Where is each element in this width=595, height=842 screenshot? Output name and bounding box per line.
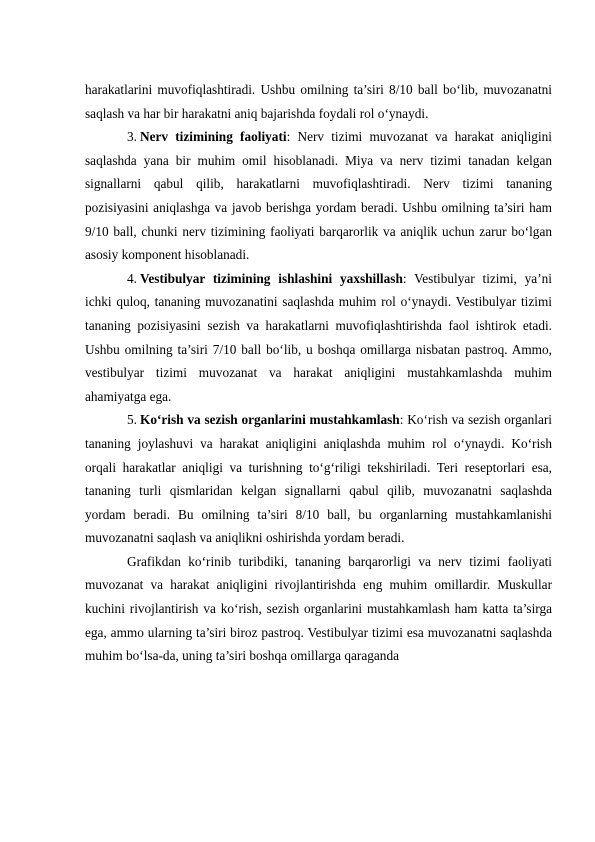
paragraph-text: : Vestibulyar tizimi, ya’ni ichki quloq, tananing muvozanatini saqlashda muhim rol o‘ynaydi. Vestibulyar tizimi tananing pozisiyasini sezish va harakatlarni muvofiqlashtirishda faol ishtirok etadi. Ushbu omilning ta’siri 7/10 ball bo‘lib, u boshqa omillarga nisbatan pastroq. Ammo, vestibulyar tizimi muvozanat va harakat aniqligini mustahkamlashda muhim ahamiyatga ega. — [85, 270, 552, 404]
paragraph-vision-sensory — [85, 408, 552, 550]
paragraph-conclusion — [85, 550, 552, 668]
paragraph-heading: Ko‘rish va sezish organlarini mustahkamlash — [139, 412, 400, 428]
paragraph-text: harakatlarini muvofiqlashtiradi. Ushbu omilning ta’siri 8/10 ball bo‘lib, muvozanatni saqlash va har bir harakatni aniq bajarishda foydali rol o‘ynaydi. — [85, 82, 552, 121]
paragraph-text: : Nerv tizimi muvozanat va harakat aniqligini saqlashda yana bir muhim omil hisoblanadi. Miya va nerv tizimi tanadan kelgan signallarni qabul qilib, harakatlarni muvofiqlashtiradi. Nerv tizimi tananing pozisiyasini aniqlashga va javob berishga yordam beradi. Ushbu omilning ta’siri ham 9/10 ball, chunki nerv tizimining faoliyati barqarorlik va aniqlik uchun zarur bo‘lgan asosiy komponent hisoblanadi. — [85, 129, 552, 263]
paragraph-text: : Ko‘rish va sezish organlari tananing joylashuvi va harakat aniqligini aniqlashda muhim rol o‘ynaydi. Ko‘rish orqali harakatlar aniqligi va turishning to‘g‘riligi tekshiriladi. Teri reseptorlari esa, tananing turli qismlaridan kelgan signallarni qabul qilib, muvozanatni saqlashda yordam beradi. Bu omilning ta’siri 8/10 ball, bu organlarning mustahkamlanishi muvozanatni saqlash va aniqlikni oshirishda yordam beradi. — [85, 412, 552, 546]
list-number: 5. — [127, 412, 137, 428]
paragraph-text: Grafikdan ko‘rinib turibdiki, tananing barqarorligi va nerv tizimi faoliyati muvozanat va harakat aniqligini rivojlantirishda eng muhim omillardir. Muskullar kuchini rivojlantirish va ko‘rish, sezish organlarini mustahkamlash ham katta ta’sirga ega, ammo ularning ta’siri biroz pastroq. Vestibulyar tizimi esa muvozanatni saqlashda muhim bo‘lsa-da, uning ta’siri boshqa omillarga qaraganda — [85, 553, 552, 664]
paragraph-nervous-system — [85, 125, 552, 267]
paragraph-heading: Vestibulyar tizimining ishlashini yaxshillash — [139, 270, 403, 286]
paragraph-heading: Nerv tizimining faoliyati — [139, 129, 287, 145]
list-number: 3. — [127, 129, 137, 145]
list-number: 4. — [127, 270, 137, 286]
paragraph-continuation — [85, 78, 552, 125]
document-page — [85, 78, 552, 668]
paragraph-vestibular-system — [85, 267, 552, 409]
